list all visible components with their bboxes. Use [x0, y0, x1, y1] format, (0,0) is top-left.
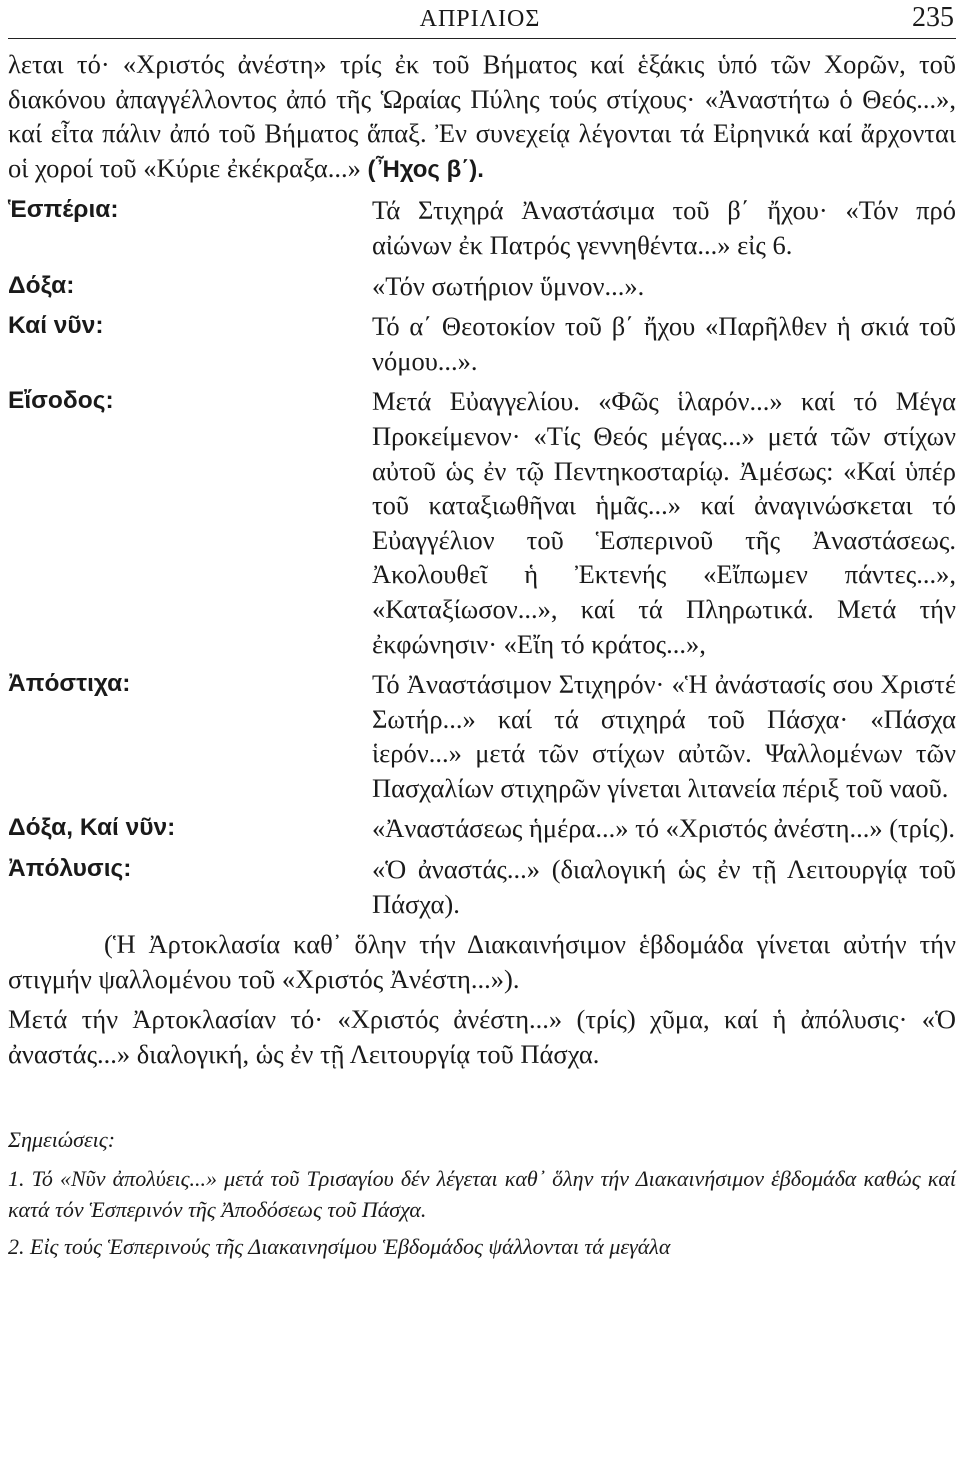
artoklasia-paragraph: (Ἡ Ἀρτοκλασία καθ᾽ ὅλην τήν Διακαινήσιμον ἑβδομάδα γίνεται αὐτήν τήν στιγμήν ψαλλομένου τοῦ «Χριστός Ἀνέστη...»). — [8, 929, 956, 994]
rubric-label: Εἴσοδος: — [8, 387, 114, 415]
header-rule — [8, 38, 956, 39]
page-body — [8, 47, 956, 1262]
rubric-label: Ἑσπέρια: — [8, 196, 119, 224]
note-item: 1. Τό «Νῦν ἀπολύεις...» μετά τοῦ Τρισαγίου δέν λέγεται καθ᾽ ὅλην τήν Διακαινήσιμον ἑβδομάδα καθώς καί κατά τόν Ἑσπερινόν τῆς Ἀποδόσεως τοῦ Πάσχα. — [8, 1165, 956, 1222]
rubric-text: «Ἀναστάσεως ἡμέρα...» τό «Χριστός ἀνέστη...» (τρίς). — [372, 813, 955, 844]
rubric-row-hesperia — [8, 193, 956, 262]
rubric-text: Μετά Εὐαγγελίου. «Φῶς ἱλαρόν...» καί τό Μέγα Προκείμενον· «Τίς Θεός μέγας...» μετά τῶν στίχων αὐτοῦ ὡς ἐν τῷ Πεντηκοσταρίῳ. Ἀμέσως: «Καί ὑπέρ τοῦ καταξιωθῆναι ἡμᾶς...» καί ἀναγινώσκεται τό Εὐαγγέλιον τοῦ Ἑσπερινοῦ τῆς Ἀναστάσεως. Ἀκολουθεῖ ἡ Ἐκτενής «Εἴπωμεν πάντες...», «Καταξίωσον...», καί τά Πληρωτικά. Μετά τήν ἐκφώνησιν· «Εἴη τό κράτος...», — [372, 386, 956, 659]
page-number: 235 — [912, 2, 954, 33]
intro-paragraph — [8, 47, 956, 187]
rubric-row-eisodos — [8, 384, 956, 661]
rubric-row-kai-nyn — [8, 309, 956, 378]
running-title: ΑΠΡΙΛΙΟΣ — [419, 6, 541, 32]
rubric-label: Ἀπόστιχα: — [8, 670, 131, 698]
intro-tone: (Ἦχος β΄). — [367, 155, 484, 183]
rubric-text: «Τόν σωτήριον ὕμνον...». — [372, 270, 645, 301]
rubric-label: Δόξα, Καί νῦν: — [8, 814, 176, 842]
dismissal-paragraph: Μετά τήν Ἀρτοκλασίαν τό· «Χριστός ἀνέστη...» (τρίς) χῦμα, καί ἡ ἀπόλυσις· «Ὁ ἀναστάς...» διαλογική, ὡς ἐν τῇ Λειτουργίᾳ τοῦ Πάσχα. — [8, 1004, 956, 1070]
rubric-row-apolysis — [8, 852, 956, 921]
rubric-text: Τά Στιχηρά Ἀναστάσιμα τοῦ β΄ ἤχου· «Τόν πρό αἰώνων ἐκ Πατρός γεννηθέντα...» εἰς 6. — [372, 195, 956, 260]
rubric-label: Ἀπόλυσις: — [8, 855, 132, 883]
rubric-text: «Ὁ ἀναστάς...» (διαλογική ὡς ἐν τῇ Λειτουργίᾳ τοῦ Πάσχα). — [372, 854, 956, 919]
rubric-text: Τό α΄ Θεοτοκίον τοῦ β΄ ἤχου «Παρῆλθεν ἡ σκιά τοῦ νόμου...». — [372, 311, 956, 376]
notes-section — [8, 1124, 956, 1262]
notes-heading: Σημειώσεις: — [8, 1126, 116, 1152]
rubric-row-doxa-kai-nyn — [8, 811, 956, 846]
rubric-row-doxa — [8, 269, 956, 304]
intro-text: λεται τό· «Χριστός ἀνέστη» τρίς ἐκ τοῦ Βήματος καί ἑξάκις ὑπό τῶν Χορῶν, τοῦ διακόνου ἀπαγγέλλοντος ἀπό τῆς Ὡραίας Πύλης τούς στίχους· «Ἀναστήτω ὁ Θεός...», καί εἶτα πάλιν ἀπό τοῦ Βήματος ἅπαξ. Ἐν συνεχείᾳ λέγονται τά Εἰρηνικά καί ἄρχονται οἱ χοροί τοῦ «Κύριε ἐκέκραξα...» — [8, 49, 956, 183]
rubric-row-aposticha — [8, 667, 956, 805]
note-item: 2. Εἰς τούς Ἑσπερινούς τῆς Διακαινησίμου Ἑβδομάδος ψάλλονται τά μεγάλα — [8, 1233, 671, 1259]
rubric-label: Καί νῦν: — [8, 312, 104, 340]
rubric-label: Δόξα: — [8, 271, 75, 299]
rubric-text: Τό Ἀναστάσιμον Στιχηρόν· «Ἡ ἀνάστασίς σου Χριστέ Σωτήρ...» καί τά στιχηρά τοῦ Πάσχα· «Πάσχα ἱερόν...» μετά τῶν στίχων αὐτῶν. Ψαλλομένων τῶν Πασχαλίων στιχηρῶν γίνεται λιτανεία πέριξ τοῦ ναοῦ. — [372, 669, 956, 803]
page-header — [0, 4, 960, 38]
